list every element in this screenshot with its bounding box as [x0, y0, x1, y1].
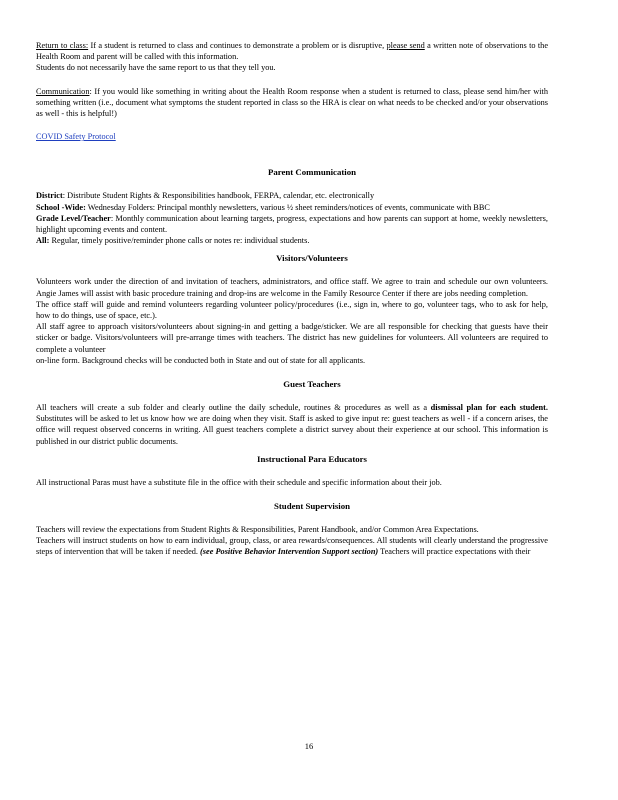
all-paragraph: [36, 235, 548, 246]
communication-text: : If you would like something in writing about the Health Room response when a student is returned to class, please send him/her with something written (i.e., document what symptoms the student reported in class so the HRA is clear on what needs to be checked and/or your observations as well - this is helpful!): [36, 86, 548, 119]
parent-communication-heading: Parent Communication: [267, 167, 357, 178]
district-paragraph: [36, 190, 548, 201]
pbis-reference: (see Positive Behavior Intervention Support section): [200, 547, 379, 557]
school-wide-paragraph: [36, 202, 548, 213]
guest-teachers-paragraph: [36, 402, 548, 447]
return-to-class-line2: Students do not necessarily have the same report to us that they tell you.: [36, 63, 276, 73]
student-supervision-text-a: Teachers will instruct students on how to earn individual, group, class, or area rewards/consequences. All students will clearly understand the progressive steps of intervention that will be taken if needed.: [36, 536, 548, 557]
page-number: 16: [304, 741, 314, 751]
grade-level-label: Grade Level/Teacher: [36, 213, 111, 223]
guest-teachers-heading: Guest Teachers: [283, 379, 341, 390]
communication-paragraph: [36, 86, 548, 120]
communication-heading: Communication: [36, 86, 90, 96]
student-supervision-paragraph-1: Teachers will review the expectations from Student Rights & Responsibilities, Parent Handbook, and/or Common Area Expectations.: [36, 525, 479, 535]
grade-level-text: : Monthly communication about learning targets, progress, expectations and how parents can support at home, weekly newsletters, highlight upcoming events and content.: [36, 213, 548, 235]
school-wide-text: Wednesday Folders: Principal monthly newsletters, various ½ sheet reminders/notices of events, communicate with BBC: [85, 202, 490, 212]
covid-safety-protocol-link[interactable]: COVID Safety Protocol: [36, 132, 116, 142]
visitors-paragraph-1: Volunteers work under the direction of and invitation of teachers, administrators, and office staff. We agree to train and schedule our own volunteers. Angie James will assist with basic procedure training and drop-ins are welcome in the Family Resource Center if there are jobs needing completion.: [36, 277, 548, 298]
covid-protocol-paragraph: [36, 131, 548, 142]
student-supervision-heading: Student Supervision: [273, 501, 351, 512]
return-to-class-heading: Return to class:: [36, 41, 89, 50]
return-to-class-text-a: If a student is returned to class and continues to demonstrate a problem or is disruptive,: [88, 41, 387, 50]
grade-level-paragraph: [36, 213, 548, 235]
return-to-class-text-b: a written note of observations to the Health Room and parent will be called with this information.: [36, 41, 548, 62]
dismissal-plan-text: dismissal plan for each student.: [430, 403, 548, 413]
please-send-text: please send: [386, 41, 425, 50]
visitors-paragraph-3: All staff agree to approach visitors/volunteers about signing-in and getting a badge/sticker. We are all responsible for checking that guests have their sticker or badge. Visitors/volunteers will pre-arrange times with teachers. The district has new guidelines for volunteers. All volunteers are required to complete a volunteer: [36, 322, 548, 354]
para-educators-heading: Instructional Para Educators: [257, 453, 367, 464]
guest-teachers-text-b: Substitutes will be asked to let us know how we are doing when they visit. Staff is asked to give input re: guest teachers as well - if a concern arises, the office will request observed concerns in writing. All guest teachers complete a district survey about their experience at our school. This information is published in our district public documents.: [36, 414, 548, 446]
student-supervision-text-b: Teachers will practice expectations with their: [378, 547, 531, 557]
district-text: : Distribute Student Rights & Responsibilities handbook, FERPA, calendar, etc. electronically: [62, 191, 375, 201]
all-label: All:: [36, 236, 50, 246]
school-wide-label: School -Wide:: [36, 202, 86, 212]
return-to-class-paragraph: [36, 40, 548, 62]
document-page: [36, 40, 548, 558]
guest-teachers-text-a: All teachers will create a sub folder and clearly outline the daily schedule, routines & procedures as well as a: [36, 403, 431, 413]
visitors-paragraph-2: The office staff will guide and remind volunteers regarding volunteer policy/procedures (i.e., sign in, where to go, volunteer tags, who to ask for help, how to do things, use of space, etc.).: [36, 299, 548, 321]
student-supervision-paragraph-2: [36, 535, 548, 557]
visitors-volunteers-heading: Visitors/Volunteers: [276, 253, 348, 264]
visitors-paragraph-4: on-line form. Background checks will be conducted both in State and out of state for all applicants.: [36, 355, 366, 365]
district-label: District: [36, 191, 63, 201]
para-educators-paragraph: All instructional Paras must have a substitute file in the office with their schedule and specific information about their job.: [36, 477, 442, 487]
all-text: Regular, timely positive/reminder phone calls or notes re: individual students.: [49, 236, 310, 246]
